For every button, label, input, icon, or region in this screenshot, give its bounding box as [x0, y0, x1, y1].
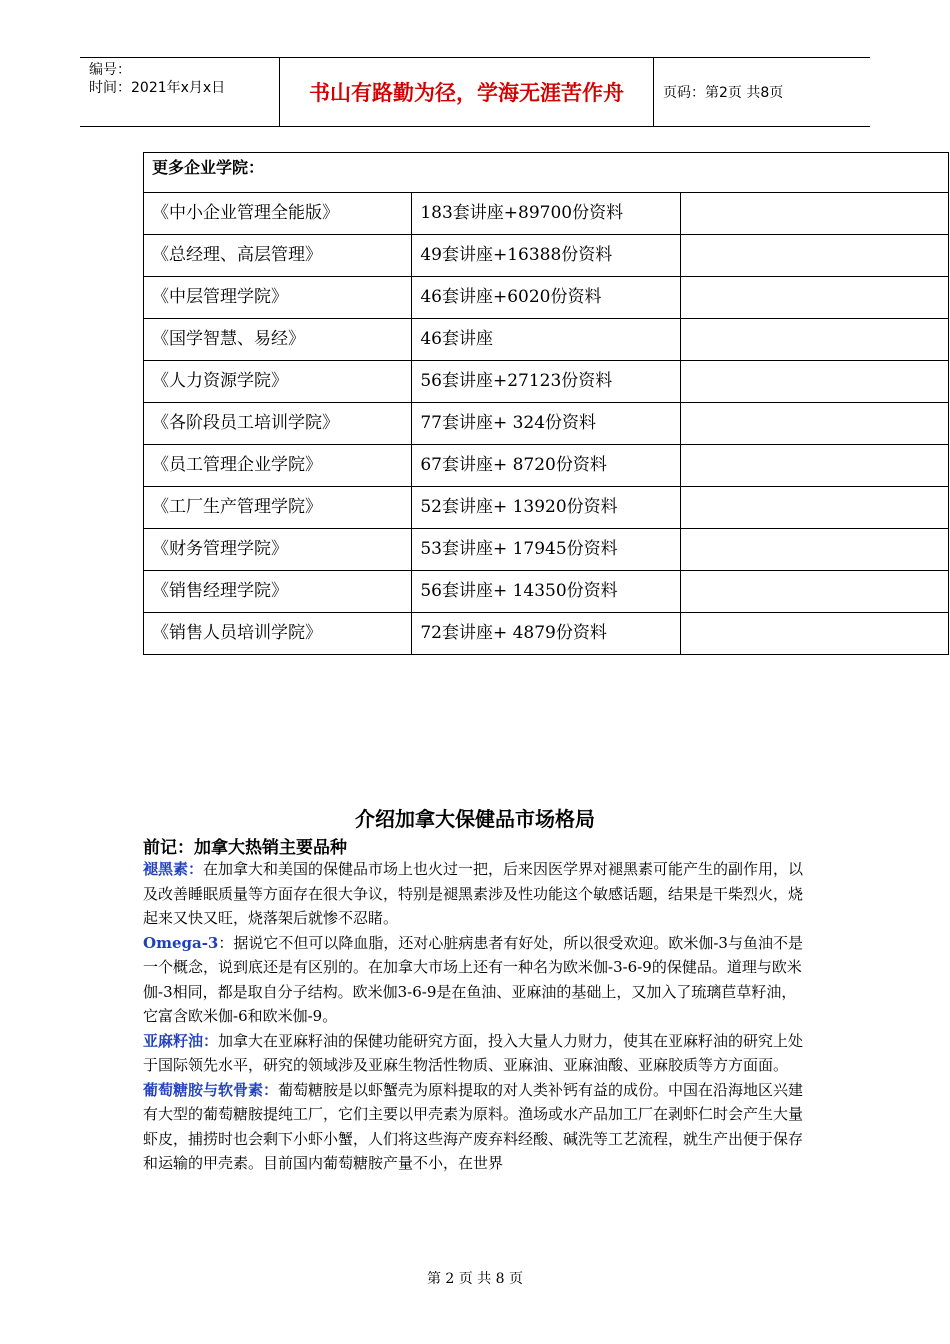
academy-content-cell: 56套讲座+ 14350份资料	[412, 571, 680, 613]
article-body	[143, 857, 808, 1176]
academy-name-cell: 《财务管理学院》	[144, 529, 412, 571]
table-row	[144, 487, 949, 529]
table-row	[144, 193, 949, 235]
table-title-row	[144, 153, 949, 193]
academy-extra-cell	[680, 193, 948, 235]
academy-content-cell: 46套讲座+6020份资料	[412, 277, 680, 319]
academy-content-cell: 77套讲座+ 324份资料	[412, 403, 680, 445]
article-subtitle: 前记：加拿大热销主要品种	[143, 838, 347, 858]
table-row	[144, 319, 949, 361]
page-header	[80, 57, 870, 127]
time-label: 时间：2021年x月x日	[89, 80, 226, 96]
academy-content-cell: 56套讲座+27123份资料	[412, 361, 680, 403]
paragraph	[143, 857, 808, 931]
paragraph	[143, 931, 808, 1029]
header-motto: 书山有路勤为径，学海无涯苦作舟	[280, 58, 654, 126]
academy-extra-cell	[680, 403, 948, 445]
paragraph-term: Omega-3	[143, 933, 219, 952]
page-footer: 第 2 页 共 8 页	[426, 1271, 524, 1287]
academy-content-cell: 49套讲座+16388份资料	[412, 235, 680, 277]
academy-name-cell: 《国学智慧、易经》	[144, 319, 412, 361]
table-row	[144, 529, 949, 571]
header-meta	[80, 58, 280, 126]
academy-content-cell: 52套讲座+ 13920份资料	[412, 487, 680, 529]
table-row	[144, 571, 949, 613]
academy-name-cell: 《中小企业管理全能版》	[144, 193, 412, 235]
academy-name-cell: 《总经理、高层管理》	[144, 235, 412, 277]
academy-extra-cell	[680, 235, 948, 277]
academy-content-cell: 53套讲座+ 17945份资料	[412, 529, 680, 571]
article-title: 介绍加拿大保健品市场格局	[355, 807, 595, 831]
academy-name-cell: 《各阶段员工培训学院》	[144, 403, 412, 445]
paragraph-term: 葡萄糖胺与软骨素：	[143, 1080, 279, 1099]
academy-extra-cell	[680, 277, 948, 319]
table-row	[144, 445, 949, 487]
paragraph	[143, 1078, 808, 1176]
table-row	[144, 277, 949, 319]
academy-name-cell: 《人力资源学院》	[144, 361, 412, 403]
academy-name-cell: 《销售人员培训学院》	[144, 613, 412, 655]
table-row	[144, 613, 949, 655]
table-title: 更多企业学院：	[144, 153, 949, 193]
table-row	[144, 361, 949, 403]
academy-extra-cell	[680, 361, 948, 403]
academy-name-cell: 《员工管理企业学院》	[144, 445, 412, 487]
table-row	[144, 235, 949, 277]
paragraph-text: ：据说它不但可以降血脂，还对心脏病患者有好处，所以很受欢迎。欧米伽-3与鱼油不是一个概念，说到底还是有区别的。在加拿大市场上还有一种名为欧米伽-3-6-9的保健品。道理与欧米伽-3相同，都是取自分子结构。欧米伽3-6-9是在鱼油、亚麻油的基础上，又加入了琉璃苣草籽油，它富含欧米伽-6和欧米伽-9。	[143, 933, 803, 1025]
academy-content-cell: 183套讲座+89700份资料	[412, 193, 680, 235]
academy-extra-cell	[680, 487, 948, 529]
academy-content-cell: 72套讲座+ 4879份资料	[412, 613, 680, 655]
academy-extra-cell	[680, 613, 948, 655]
paragraph-text: 葡萄糖胺是以虾蟹壳为原料提取的对人类补钙有益的成份。中国在沿海地区兴建有大型的葡萄糖胺提纯工厂，它们主要以甲壳素为原料。渔场或水产品加工厂在剥虾仁时会产生大量虾皮，捕捞时也会剩下小虾小蟹，人们将这些海产废弃料经酸、碱洗等工艺流程，就生产出便于保存和运输的甲壳素。目前国内葡萄糖胺产量不小，在世界	[143, 1080, 804, 1172]
academy-extra-cell	[680, 445, 948, 487]
header-page-info: 页码：第2页 共8页	[663, 85, 784, 101]
academy-name-cell: 《中层管理学院》	[144, 277, 412, 319]
paragraph	[143, 1029, 808, 1078]
academy-extra-cell	[680, 529, 948, 571]
academy-content-cell: 67套讲座+ 8720份资料	[412, 445, 680, 487]
paragraph-text: 加拿大在亚麻籽油的保健功能研究方面，投入大量人力财力，使其在亚麻籽油的研究上处于国际领先水平，研究的领域涉及亚麻生物活性物质、亚麻油、亚麻油酸、亚麻胶质等方方面面。	[143, 1031, 804, 1074]
academy-extra-cell	[680, 571, 948, 613]
number-label: 编号：	[89, 62, 131, 78]
academy-table	[143, 152, 949, 655]
academy-content-cell: 46套讲座	[412, 319, 680, 361]
paragraph-term: 褪黑素：	[143, 860, 204, 878]
paragraph-text: 在加拿大和美国的保健品市场上也火过一把，后来因医学界对褪黑素可能产生的副作用，以及改善睡眠质量等方面存在很大争议，特别是褪黑素涉及性功能这个敏感话题，结果是干柴烈火，烧起来又快又旺，烧落架后就惨不忍睹。	[143, 860, 804, 927]
table-row	[144, 403, 949, 445]
academy-name-cell: 《工厂生产管理学院》	[144, 487, 412, 529]
academy-name-cell: 《销售经理学院》	[144, 571, 412, 613]
paragraph-term: 亚麻籽油：	[143, 1031, 219, 1050]
academy-extra-cell	[680, 319, 948, 361]
